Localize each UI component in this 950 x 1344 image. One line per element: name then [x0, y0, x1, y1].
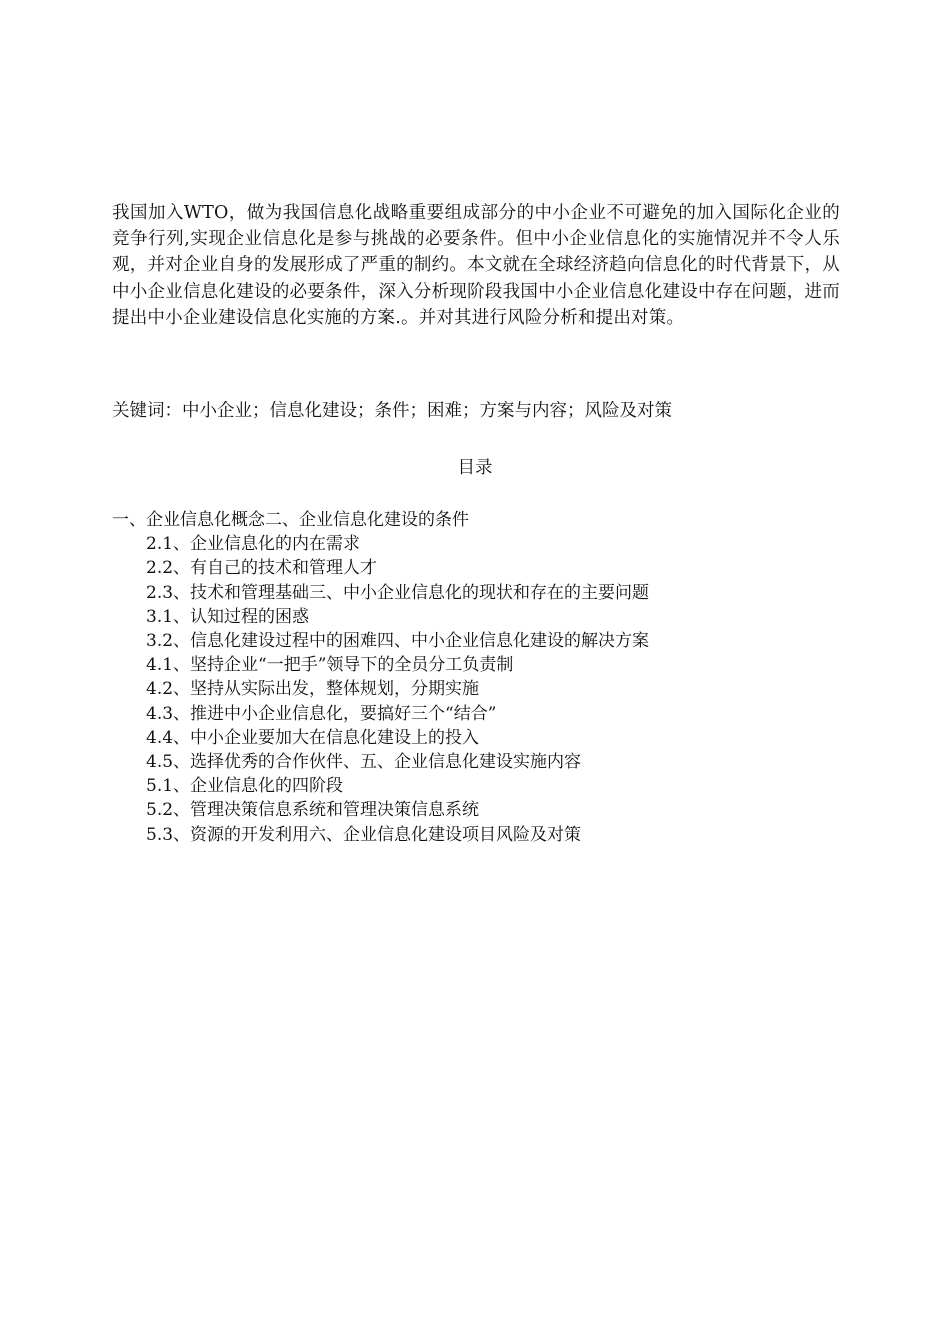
toc-item: 2.3、技术和管理基础三、中小企业信息化的现状和存在的主要问题 — [146, 582, 650, 603]
toc-item: 4.5、选择优秀的合作伙伴、五、企业信息化建设实施内容 — [146, 752, 582, 773]
toc-item: 2.2、有自己的技术和管理人才 — [146, 558, 378, 579]
toc-item: 4.2、坚持从实际出发，整体规划，分期实施 — [146, 679, 480, 700]
toc-item: 4.1、坚持企业“一把手”领导下的全员分工负责制 — [146, 655, 514, 676]
toc-item: 4.3、推进中小企业信息化，要搞好三个“结合” — [146, 703, 497, 724]
abstract-paragraph: 我国加入WTO，做为我国信息化战略重要组成部分的中小企业不可避免的加入国际化企业的竞争行列,实现企业信息化是参与挑战的必要条件。但中小企业信息化的实施情况并不令人乐观，并对企业自身的发展形成了严重的制约。本文就在全球经济趋向信息化的时代背景下，从中小企业信息化建设的必要条件，深入分析现阶段我国中小企业信息化建设中存在问题，进而提出中小企业建设信息化实施的方案.。并对其进行风险分析和提出对策。 — [112, 203, 840, 328]
keywords-line: 关键词：中小企业；信息化建设；条件；困难；方案与内容；风险及对策 — [112, 401, 672, 421]
toc-item: 3.2、信息化建设过程中的困难四、中小企业信息化建设的解决方案 — [146, 631, 650, 652]
toc-item: 5.1、企业信息化的四阶段 — [146, 776, 344, 797]
toc-item: 一、企业信息化概念二、企业信息化建设的条件 — [112, 510, 469, 530]
toc-title: 目录 — [457, 458, 493, 478]
toc-item: 5.3、资源的开发利用六、企业信息化建设项目风险及对策 — [146, 824, 582, 845]
toc-item: 4.4、中小企业要加大在信息化建设上的投入 — [146, 727, 480, 748]
toc-item: 5.2、管理决策信息系统和管理决策信息系统 — [146, 800, 480, 821]
toc-item: 2.1、企业信息化的内在需求 — [146, 534, 361, 555]
toc-item: 3.1、认知过程的困惑 — [146, 606, 310, 627]
table-of-contents — [112, 508, 852, 847]
